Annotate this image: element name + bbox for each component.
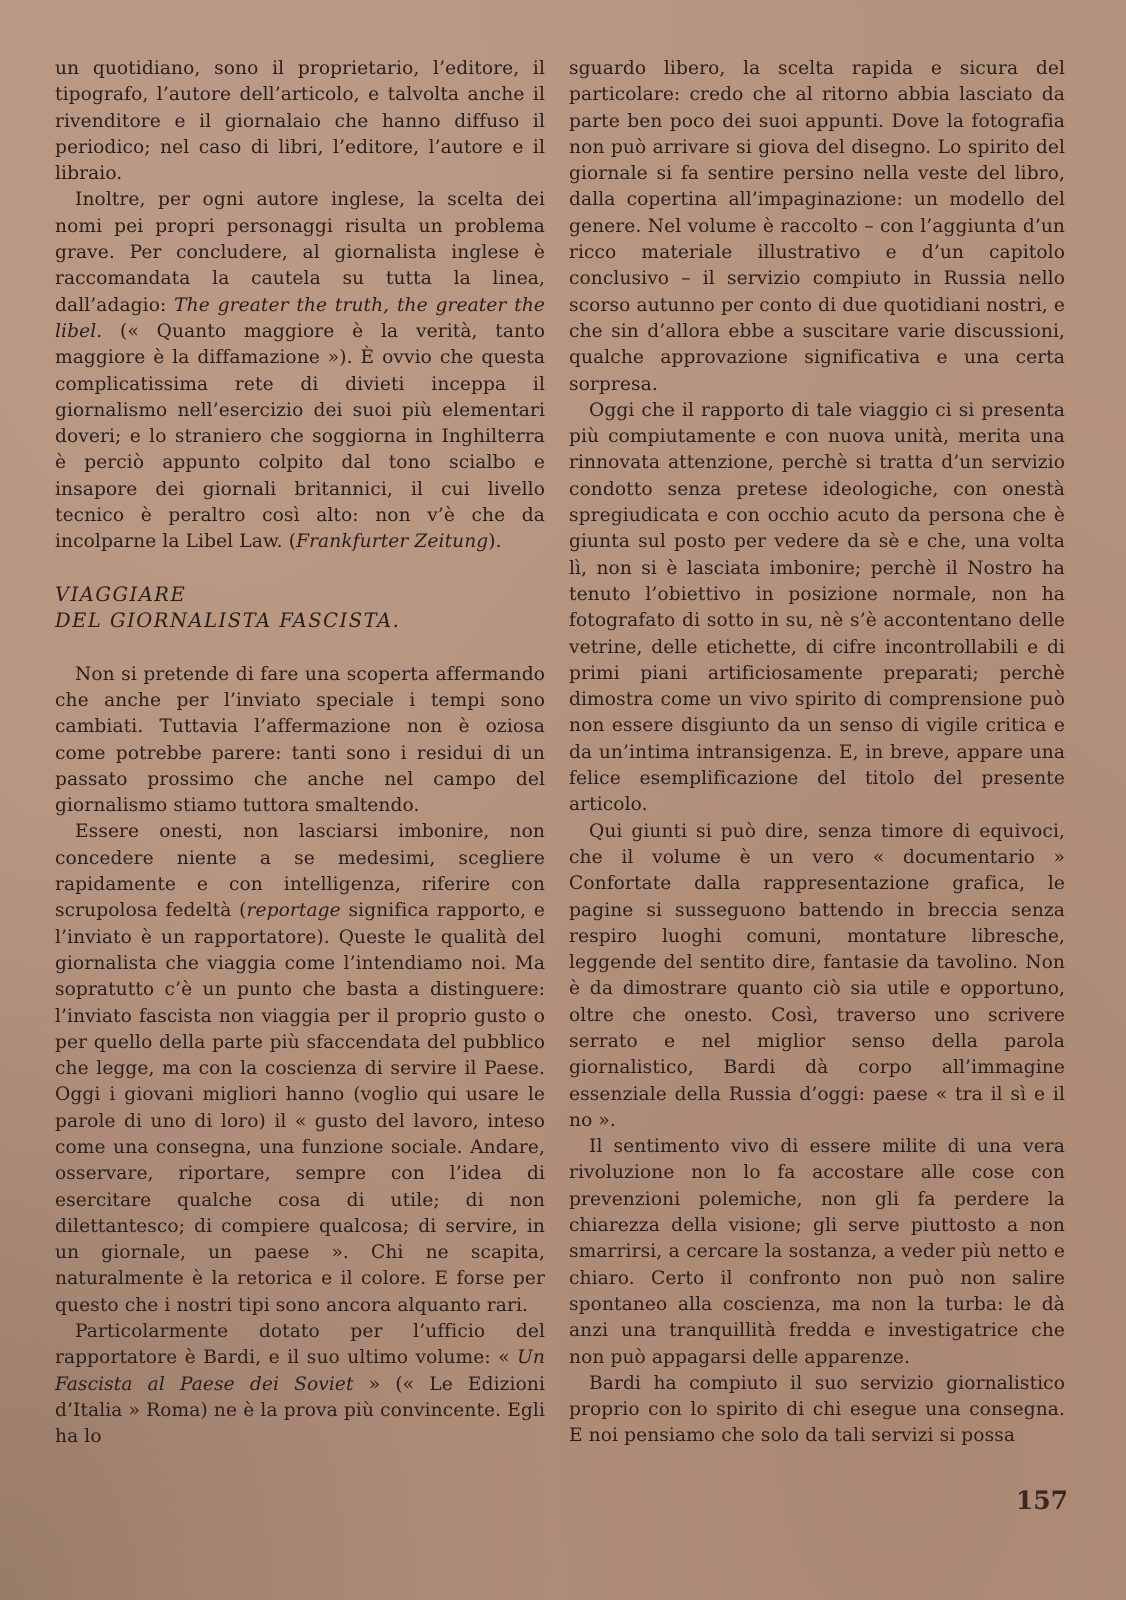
paragraph: Bardi ha compiuto il suo servizio giornalistico proprio con lo spirito di chi esegue una consegna. E noi pensiamo che solo da tali servizi si possa — [569, 1372, 1065, 1447]
heading-line: DEL GIORNALISTA FASCISTA. — [55, 608, 401, 632]
text-run: Inoltre, per ogni autore inglese, la scelta dei nomi pei propri personaggi risulta un problema grave. Per concludere, al giornalista inglese è raccomandata la cautela su tutta la linea, dall’adagio: — [55, 189, 545, 316]
paragraph — [55, 819, 545, 1319]
left-column — [55, 56, 545, 1451]
paragraph — [55, 1319, 545, 1450]
paragraph: Il sentimento vivo di essere milite di una vera rivoluzione non lo fa accostare alle cose con prevenzioni polemiche, non gli fa perdere la chiarezza della visione; gli serve piuttosto a non smarrirsi, a cercare la sostanza, a veder più netto e chiaro. Certo il confronto non può non salire spontaneo alla coscienza, ma non la turba: le dà anzi una tranquillità fredda e investigatrice che non può appagarsi delle apparenze. — [569, 1136, 1065, 1368]
paragraph — [55, 187, 545, 555]
quoted-adage: The greater the truth, the greater the libel. — [55, 294, 545, 342]
section-heading — [55, 582, 545, 634]
paragraph: un quotidiano, sono il proprietario, l’editore, il tipografo, l’autore dell’articolo, e talvolta anche il rivenditore e il giornalaio che hanno diffuso il periodico; nel caso di libri, l’editore, l’autore e il libraio. — [55, 58, 545, 185]
right-column — [569, 56, 1065, 1450]
italic-term: reportage — [246, 900, 341, 922]
text-run: significa rapporto, e l’inviato è un rapportatore). Queste le qualità del giornalista che viaggia come l’intendiamo noi. Ma sopratutto c’è un punto che basta a distinguere: l’inviato fascista non viaggia per il proprio gusto o per quello della parte più sfaccendata del pubblico che legge, ma con la coscienza di servire il Paese. Oggi i giovani migliori hanno (voglio qui usare le parole di uno di loro) il « gusto del lavoro, inteso come una consegna, una funzione sociale. Andare, osservare, riportare, sempre con l’idea di esercitare qualche cosa di utile; di non dilettantesco; di compiere qualcosa; di servire, in un giornale, un paese ». Chi ne scapita, naturalmente è la retorica e il colore. E forse per questo che i nostri tipi sono ancora alquanto rari. — [55, 900, 545, 1316]
text-run: ). — [488, 531, 502, 553]
text-run: Particolarmente dotato per l’ufficio del rapportatore è Bardi, e il suo ultimo volume: « — [55, 1321, 545, 1369]
book-title: Un Fascista al Paese dei Soviet — [55, 1347, 545, 1395]
page-number: 157 — [1015, 1486, 1068, 1515]
paragraph: Oggi che il rapporto di tale viaggio ci si presenta più compiutamente e con nuova unità, merita una rinnovata attenzione, perchè si tratta d’un servizio condotto senza pretese ideologiche, con onestà spregiudicata e con occhio acuto da persona che è giunta sul posto per vedere da sè e che, una volta lì, non si è lasciata imbonire; perchè il Nostro ha tenuto l’obiettivo in posizione normale, non ha fotografato di sotto in su, nè s’è accontentano delle vetrine, delle etichette, di cifre incontrollabili e di primi piani artificiosamente preparati; perchè dimostra come un vivo spirito di comprensione può non essere disgiunto da un senso di vigile critica e da un’intima intransigenza. E, in breve, appare una felice esemplificazione del titolo del presente articolo. — [569, 399, 1065, 816]
text-run: Essere onesti, non lasciarsi imbonire, non concedere niente a se medesimi, scegliere rapidamente e con intelligenza, riferire con scrupolosa fedeltà ( — [55, 821, 545, 922]
paragraph: Qui giunti si può dire, senza timore di equivoci, che il volume è un vero « documentario » Confortate dalla rappresentazione grafica, le pagine si susseguono battendo in breccia senza respiro luoghi comuni, montature libresche, leggende del sentito dire, fantasie da tavolino. Non è da dimostrare quanto ciò sia utile e opportuno, oltre che onesto. Così, traverso uno scrivere serrato e nel miglior senso della parola giornalistico, Bardi dà corpo all’immagine essenziale della Russia d’oggi: paese « tra il sì e il no ». — [569, 820, 1065, 1131]
paragraph: Non si pretende di fare una scoperta affermando che anche per l’inviato speciale i tempi sono cambiati. Tuttavia l’affermazione non è oziosa come potrebbe parere: tanti sono i residui di un passato prossimo che anche nel campo del giornalismo stiamo tuttora smaltendo. — [55, 663, 545, 817]
text-run: » (« Le Edizioni d’Italia » Roma) ne è la prova più convincente. Egli ha lo — [55, 1373, 545, 1448]
heading-line: VIAGGIARE — [55, 582, 187, 606]
text-run: (« Quanto maggiore è la verità, tanto maggiore è la diffamazione »). È ovvio che questa complicatissima rete di divieti inceppa il giornalismo nell’esercizio dei suoi più elementari doveri; e lo straniero che soggiorna in Inghilterra è perciò appunto colpito dal tono scialbo e insapore dei giornali britannici, il cui livello tecnico è peraltro così alto: non v’è che da incolparne la Libel Law. ( — [55, 320, 545, 553]
source-citation: Frankfurter Zeitung — [296, 531, 489, 553]
paragraph: sguardo libero, la scelta rapida e sicura del particolare: credo che al ritorno abbia lasciato da parte ben poco dei suoi appunti. Dove la fotografia non può arrivare si giova del disegno. Lo spirito del giornale si fa sentire persino nella veste del libro, dalla copertina all’impaginazione: un modello del genere. Nel volume è raccolto – con l’aggiunta d’un ricco materiale illustrativo e d’un capitolo conclusivo – il servizio compiuto in Russia nello scorso autunno per conto di due quotidiani nostri, e che sin d’allora ebbe a suscitare varie discussioni, qualche approvazione significativa e una certa sorpresa. — [569, 58, 1065, 395]
